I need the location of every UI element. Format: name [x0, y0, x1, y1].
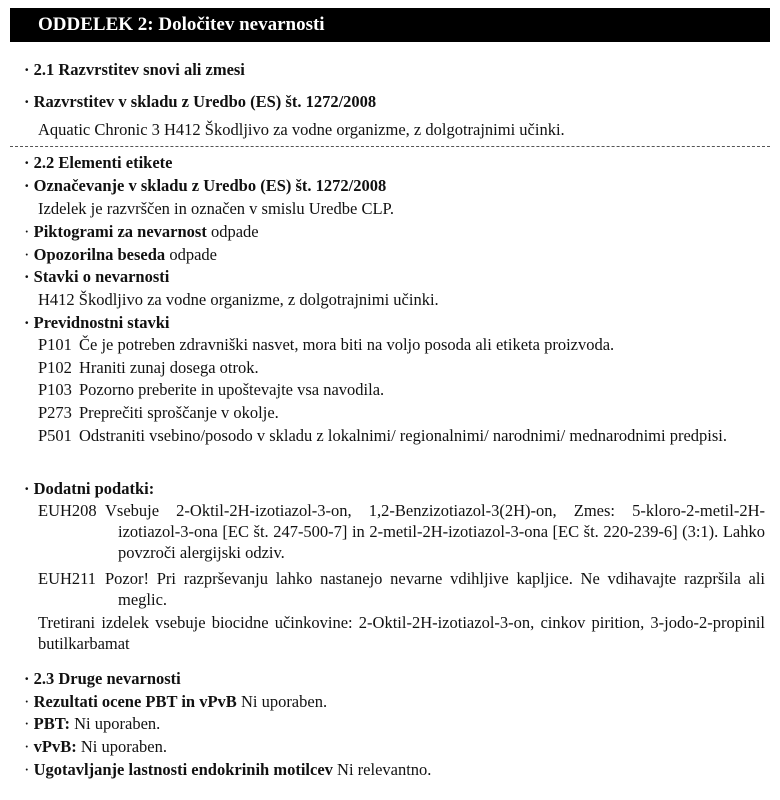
biocide-text: Tretirani izdelek vsebuje biocidne učinkovine: 2-Oktil-2H-izotiazol-3-on, cinkov pirition, 3-jodo-2-propinil butilkarbamat: [38, 613, 765, 653]
precaution-code: P273: [38, 403, 72, 422]
labelling-text: Izdelek je razvrščen in označen v smislu Uredbe CLP.: [38, 199, 394, 218]
euh208-code: EUH208: [38, 501, 97, 520]
heading-additional-info: · Dodatni podatki:: [24, 479, 155, 498]
vpvb-row: · vPvB: Ni uporaben.: [24, 737, 167, 756]
heading-2-2: · 2.2 Elementi etikete: [24, 153, 173, 172]
precaution-text: Če je potreben zdravniški nasvet, mora biti na voljo posoda ali etiketa proizvoda.: [79, 335, 615, 354]
euh211-text: Pozor! Pri razprševanju lahko nastanejo nevarne vdihljive kapljice. Ne vdihavajte razpršila ali meglic.: [105, 569, 765, 609]
precaution-code: P103: [38, 380, 72, 399]
precaution-code: P501: [38, 426, 72, 445]
heading-precautionary: · Previdnostni stavki: [24, 313, 170, 332]
endocrine-row: · Ugotavljanje lastnosti endokrinih motilcev Ni relevantno.: [24, 760, 432, 779]
classification-text: Aquatic Chronic 3 H412 Škodljivo za vodne organizme, z dolgotrajnimi učinki.: [38, 120, 565, 139]
pictograms-row: · Piktogrami za nevarnost odpade: [24, 222, 259, 241]
heading-2-3: · 2.3 Druge nevarnosti: [24, 669, 181, 688]
signal-word-row: · Opozorilna beseda odpade: [24, 245, 217, 264]
pbt-results-row: · Rezultati ocene PBT in vPvB Ni uporaben.: [24, 692, 328, 711]
euh208-text: Vsebuje 2-Oktil-2H-izotiazol-3-on, 1,2-Benzizotiazol-3(2H)-on, Zmes: 5-kloro-2-metil-2H-izotiazol-3-ona [EC št. 247-500-7] in 2-metil-2H-izotiazol-3-ona [EC št. 220-239-6] (3:1). Lahko povzroči alergijski odziv.: [105, 501, 765, 562]
hazard-statement-text: H412 Škodljivo za vodne organizme, z dolgotrajnimi učinki.: [38, 290, 439, 309]
heading-labelling: · Označevanje v skladu z Uredbo (ES) št. 1272/2008: [24, 176, 387, 195]
precaution-code: P101: [38, 335, 72, 354]
heading-hazard-statements: · Stavki o nevarnosti: [24, 267, 170, 286]
dashed-divider: [10, 146, 770, 147]
euh211-code: EUH211: [38, 569, 97, 588]
section-header: [10, 8, 770, 42]
heading-classification-regulation: · Razvrstitev v skladu z Uredbo (ES) št. 1272/2008: [24, 92, 377, 111]
precaution-text: Hraniti zunaj dosega otrok.: [79, 358, 259, 377]
precaution-text: Pozorno preberite in upoštevajte vsa navodila.: [79, 380, 385, 399]
precaution-code: P102: [38, 358, 72, 377]
precaution-text-p501: Odstraniti vsebino/posodo v skladu z lokalnimi/ regionalnimi/ narodnimi/ mednarodnimi predpisi.: [79, 426, 727, 445]
precaution-text: Preprečiti sproščanje v okolje.: [79, 403, 279, 422]
pbt-row: · PBT: Ni uporaben.: [24, 714, 161, 733]
section-title: ODDELEK 2: Določitev nevarnosti: [38, 14, 325, 35]
heading-2-1: · 2.1 Razvrstitev snovi ali zmesi: [24, 60, 245, 79]
